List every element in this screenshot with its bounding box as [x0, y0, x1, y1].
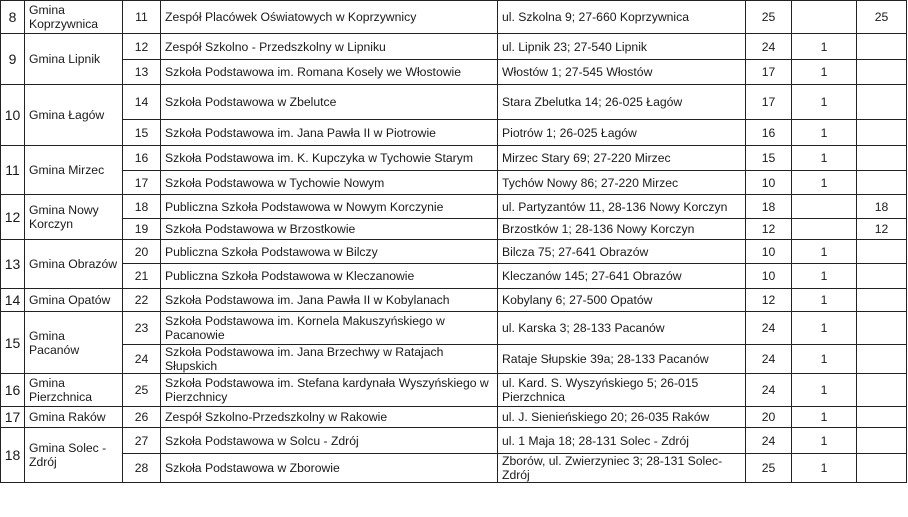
school-address: ul. 1 Maja 18; 28-131 Solec - Zdrój	[498, 428, 746, 454]
count-cell-3	[857, 289, 907, 312]
count-cell-3: 25	[857, 1, 907, 34]
count-cell-2: 1	[792, 120, 857, 146]
group-number: 9	[1, 34, 25, 85]
school-id: 15	[123, 120, 161, 146]
count-cell-3	[857, 407, 907, 428]
school-id: 17	[123, 171, 161, 195]
count-cell-1: 24	[746, 374, 792, 407]
school-id: 18	[123, 195, 161, 219]
group-number: 11	[1, 146, 25, 195]
school-address: ul. Karska 3; 28-133 Pacanów	[498, 312, 746, 345]
table-row	[1, 240, 907, 264]
count-cell-3	[857, 171, 907, 195]
count-cell-1: 16	[746, 120, 792, 146]
school-name: Publiczna Szkoła Podstawowa w Nowym Korczynie	[161, 195, 498, 219]
school-name: Szkoła Podstawowa im. Stefana kardynała Wyszyńskiego w Pierzchnicy	[161, 374, 498, 407]
school-address: Rataje Słupskie 39a; 28-133 Pacanów	[498, 345, 746, 374]
gmina-name: Gmina Solec - Zdrój	[25, 428, 123, 483]
school-name: Szkoła Podstawowa w Tychowie Nowym	[161, 171, 498, 195]
count-cell-2: 1	[792, 264, 857, 289]
school-address: Mirzec Stary 69; 27-220 Mirzec	[498, 146, 746, 171]
group-number: 16	[1, 374, 25, 407]
count-cell-1: 25	[746, 1, 792, 34]
count-cell-2: 1	[792, 60, 857, 85]
table-row	[1, 264, 907, 289]
count-cell-1: 10	[746, 264, 792, 289]
count-cell-3	[857, 240, 907, 264]
table-row	[1, 120, 907, 146]
count-cell-1: 24	[746, 312, 792, 345]
count-cell-1: 15	[746, 146, 792, 171]
school-id: 26	[123, 407, 161, 428]
count-cell-3	[857, 146, 907, 171]
count-cell-3	[857, 85, 907, 120]
school-id: 19	[123, 219, 161, 240]
count-cell-3	[857, 312, 907, 345]
count-cell-1: 24	[746, 345, 792, 374]
count-cell-3	[857, 120, 907, 146]
count-cell-1: 17	[746, 85, 792, 120]
count-cell-3	[857, 374, 907, 407]
group-number: 12	[1, 195, 25, 240]
count-cell-2: 1	[792, 312, 857, 345]
count-cell-1: 12	[746, 219, 792, 240]
school-name: Szkoła Podstawowa w Zbelutce	[161, 85, 498, 120]
count-cell-1: 17	[746, 60, 792, 85]
school-id: 25	[123, 374, 161, 407]
table-row	[1, 428, 907, 454]
school-name: Szkoła Podstawowa im. Jana Brzechwy w Ratajach Słupskich	[161, 345, 498, 374]
school-name: Szkoła Podstawowa im. Romana Kosely we Włostowie	[161, 60, 498, 85]
table-row	[1, 171, 907, 195]
count-cell-1: 24	[746, 34, 792, 60]
group-number: 15	[1, 312, 25, 374]
school-name: Szkoła Podstawowa im. Jana Pawła II w Piotrowie	[161, 120, 498, 146]
school-name: Szkoła Podstawowa im. Kornela Makuszyńskiego w Pacanowie	[161, 312, 498, 345]
count-cell-3	[857, 428, 907, 454]
school-address: Piotrów 1; 26-025 Łagów	[498, 120, 746, 146]
count-cell-2: 1	[792, 345, 857, 374]
count-cell-1: 25	[746, 454, 792, 483]
school-id: 21	[123, 264, 161, 289]
school-address: ul. Lipnik 23; 27-540 Lipnik	[498, 34, 746, 60]
count-cell-2	[792, 1, 857, 34]
school-address: Bilcza 75; 27-641 Obrazów	[498, 240, 746, 264]
school-name: Szkoła Podstawowa im. Jana Pawła II w Kobylanach	[161, 289, 498, 312]
count-cell-1: 24	[746, 428, 792, 454]
table-row	[1, 407, 907, 428]
school-name: Szkoła Podstawowa im. K. Kupczyka w Tychowie Starym	[161, 146, 498, 171]
count-cell-2: 1	[792, 407, 857, 428]
school-address: Brzostków 1; 28-136 Nowy Korczyn	[498, 219, 746, 240]
gmina-name: Gmina Łagów	[25, 85, 123, 146]
table-row	[1, 34, 907, 60]
count-cell-2: 1	[792, 454, 857, 483]
school-address: Kleczanów 145; 27-641 Obrazów	[498, 264, 746, 289]
table-row	[1, 289, 907, 312]
gmina-name: Gmina Opatów	[25, 289, 123, 312]
count-cell-3	[857, 264, 907, 289]
group-number: 14	[1, 289, 25, 312]
table-body	[1, 1, 907, 483]
table-row	[1, 1, 907, 34]
school-name: Szkoła Podstawowa w Solcu - Zdrój	[161, 428, 498, 454]
count-cell-2: 1	[792, 289, 857, 312]
school-address: Kobylany 6; 27-500 Opatów	[498, 289, 746, 312]
school-id: 20	[123, 240, 161, 264]
school-name: Zespół Szkolno - Przedszkolny w Lipniku	[161, 34, 498, 60]
school-address: Zborów, ul. Zwierzyniec 3; 28-131 Solec-Zdrój	[498, 454, 746, 483]
school-address: ul. J. Sienieńskiego 20; 26-035 Raków	[498, 407, 746, 428]
school-id: 22	[123, 289, 161, 312]
gmina-name: Gmina Raków	[25, 407, 123, 428]
school-id: 24	[123, 345, 161, 374]
count-cell-2: 1	[792, 85, 857, 120]
school-address: Stara Zbelutka 14; 26-025 Łagów	[498, 85, 746, 120]
gmina-name: Gmina Mirzec	[25, 146, 123, 195]
gmina-name: Gmina Pacanów	[25, 312, 123, 374]
school-address: Tychów Nowy 86; 27-220 Mirzec	[498, 171, 746, 195]
count-cell-3	[857, 34, 907, 60]
school-id: 13	[123, 60, 161, 85]
count-cell-3	[857, 345, 907, 374]
count-cell-3: 12	[857, 219, 907, 240]
school-address: ul. Szkolna 9; 27-660 Koprzywnica	[498, 1, 746, 34]
gmina-name: Gmina Nowy Korczyn	[25, 195, 123, 240]
count-cell-2: 1	[792, 146, 857, 171]
gmina-name: Gmina Pierzchnica	[25, 374, 123, 407]
count-cell-2: 1	[792, 171, 857, 195]
table-row	[1, 454, 907, 483]
count-cell-2: 1	[792, 374, 857, 407]
count-cell-3	[857, 60, 907, 85]
group-number: 13	[1, 240, 25, 289]
count-cell-1: 12	[746, 289, 792, 312]
table-row	[1, 146, 907, 171]
count-cell-1: 20	[746, 407, 792, 428]
school-address: Włostów 1; 27-545 Włostów	[498, 60, 746, 85]
school-id: 23	[123, 312, 161, 345]
count-cell-1: 10	[746, 240, 792, 264]
count-cell-2: 1	[792, 34, 857, 60]
table-row	[1, 312, 907, 345]
count-cell-1: 18	[746, 195, 792, 219]
school-name: Zespół Szkolno-Przedszkolny w Rakowie	[161, 407, 498, 428]
count-cell-1: 10	[746, 171, 792, 195]
table-row	[1, 374, 907, 407]
count-cell-3: 18	[857, 195, 907, 219]
count-cell-2: 1	[792, 240, 857, 264]
school-name: Szkoła Podstawowa w Zborowie	[161, 454, 498, 483]
count-cell-2	[792, 219, 857, 240]
gmina-name: Gmina Obrazów	[25, 240, 123, 289]
school-id: 27	[123, 428, 161, 454]
table-row	[1, 195, 907, 219]
school-id: 14	[123, 85, 161, 120]
table-row	[1, 345, 907, 374]
school-name: Szkoła Podstawowa w Brzostkowie	[161, 219, 498, 240]
school-id: 11	[123, 1, 161, 34]
group-number: 18	[1, 428, 25, 483]
gmina-name: Gmina Lipnik	[25, 34, 123, 85]
school-address: ul. Partyzantów 11, 28-136 Nowy Korczyn	[498, 195, 746, 219]
table-row	[1, 60, 907, 85]
count-cell-2	[792, 195, 857, 219]
school-name: Publiczna Szkoła Podstawowa w Bilczy	[161, 240, 498, 264]
school-address: ul. Kard. S. Wyszyńskiego 5; 26-015 Pierzchnica	[498, 374, 746, 407]
group-number: 10	[1, 85, 25, 146]
count-cell-3	[857, 454, 907, 483]
school-id: 28	[123, 454, 161, 483]
group-number: 17	[1, 407, 25, 428]
table-row	[1, 85, 907, 120]
group-number: 8	[1, 1, 25, 34]
school-name: Publiczna Szkoła Podstawowa w Kleczanowie	[161, 264, 498, 289]
table-row	[1, 219, 907, 240]
school-name: Zespół Placówek Oświatowych w Koprzywnicy	[161, 1, 498, 34]
count-cell-2: 1	[792, 428, 857, 454]
gmina-name: Gmina Koprzywnica	[25, 1, 123, 34]
school-id: 16	[123, 146, 161, 171]
school-id: 12	[123, 34, 161, 60]
